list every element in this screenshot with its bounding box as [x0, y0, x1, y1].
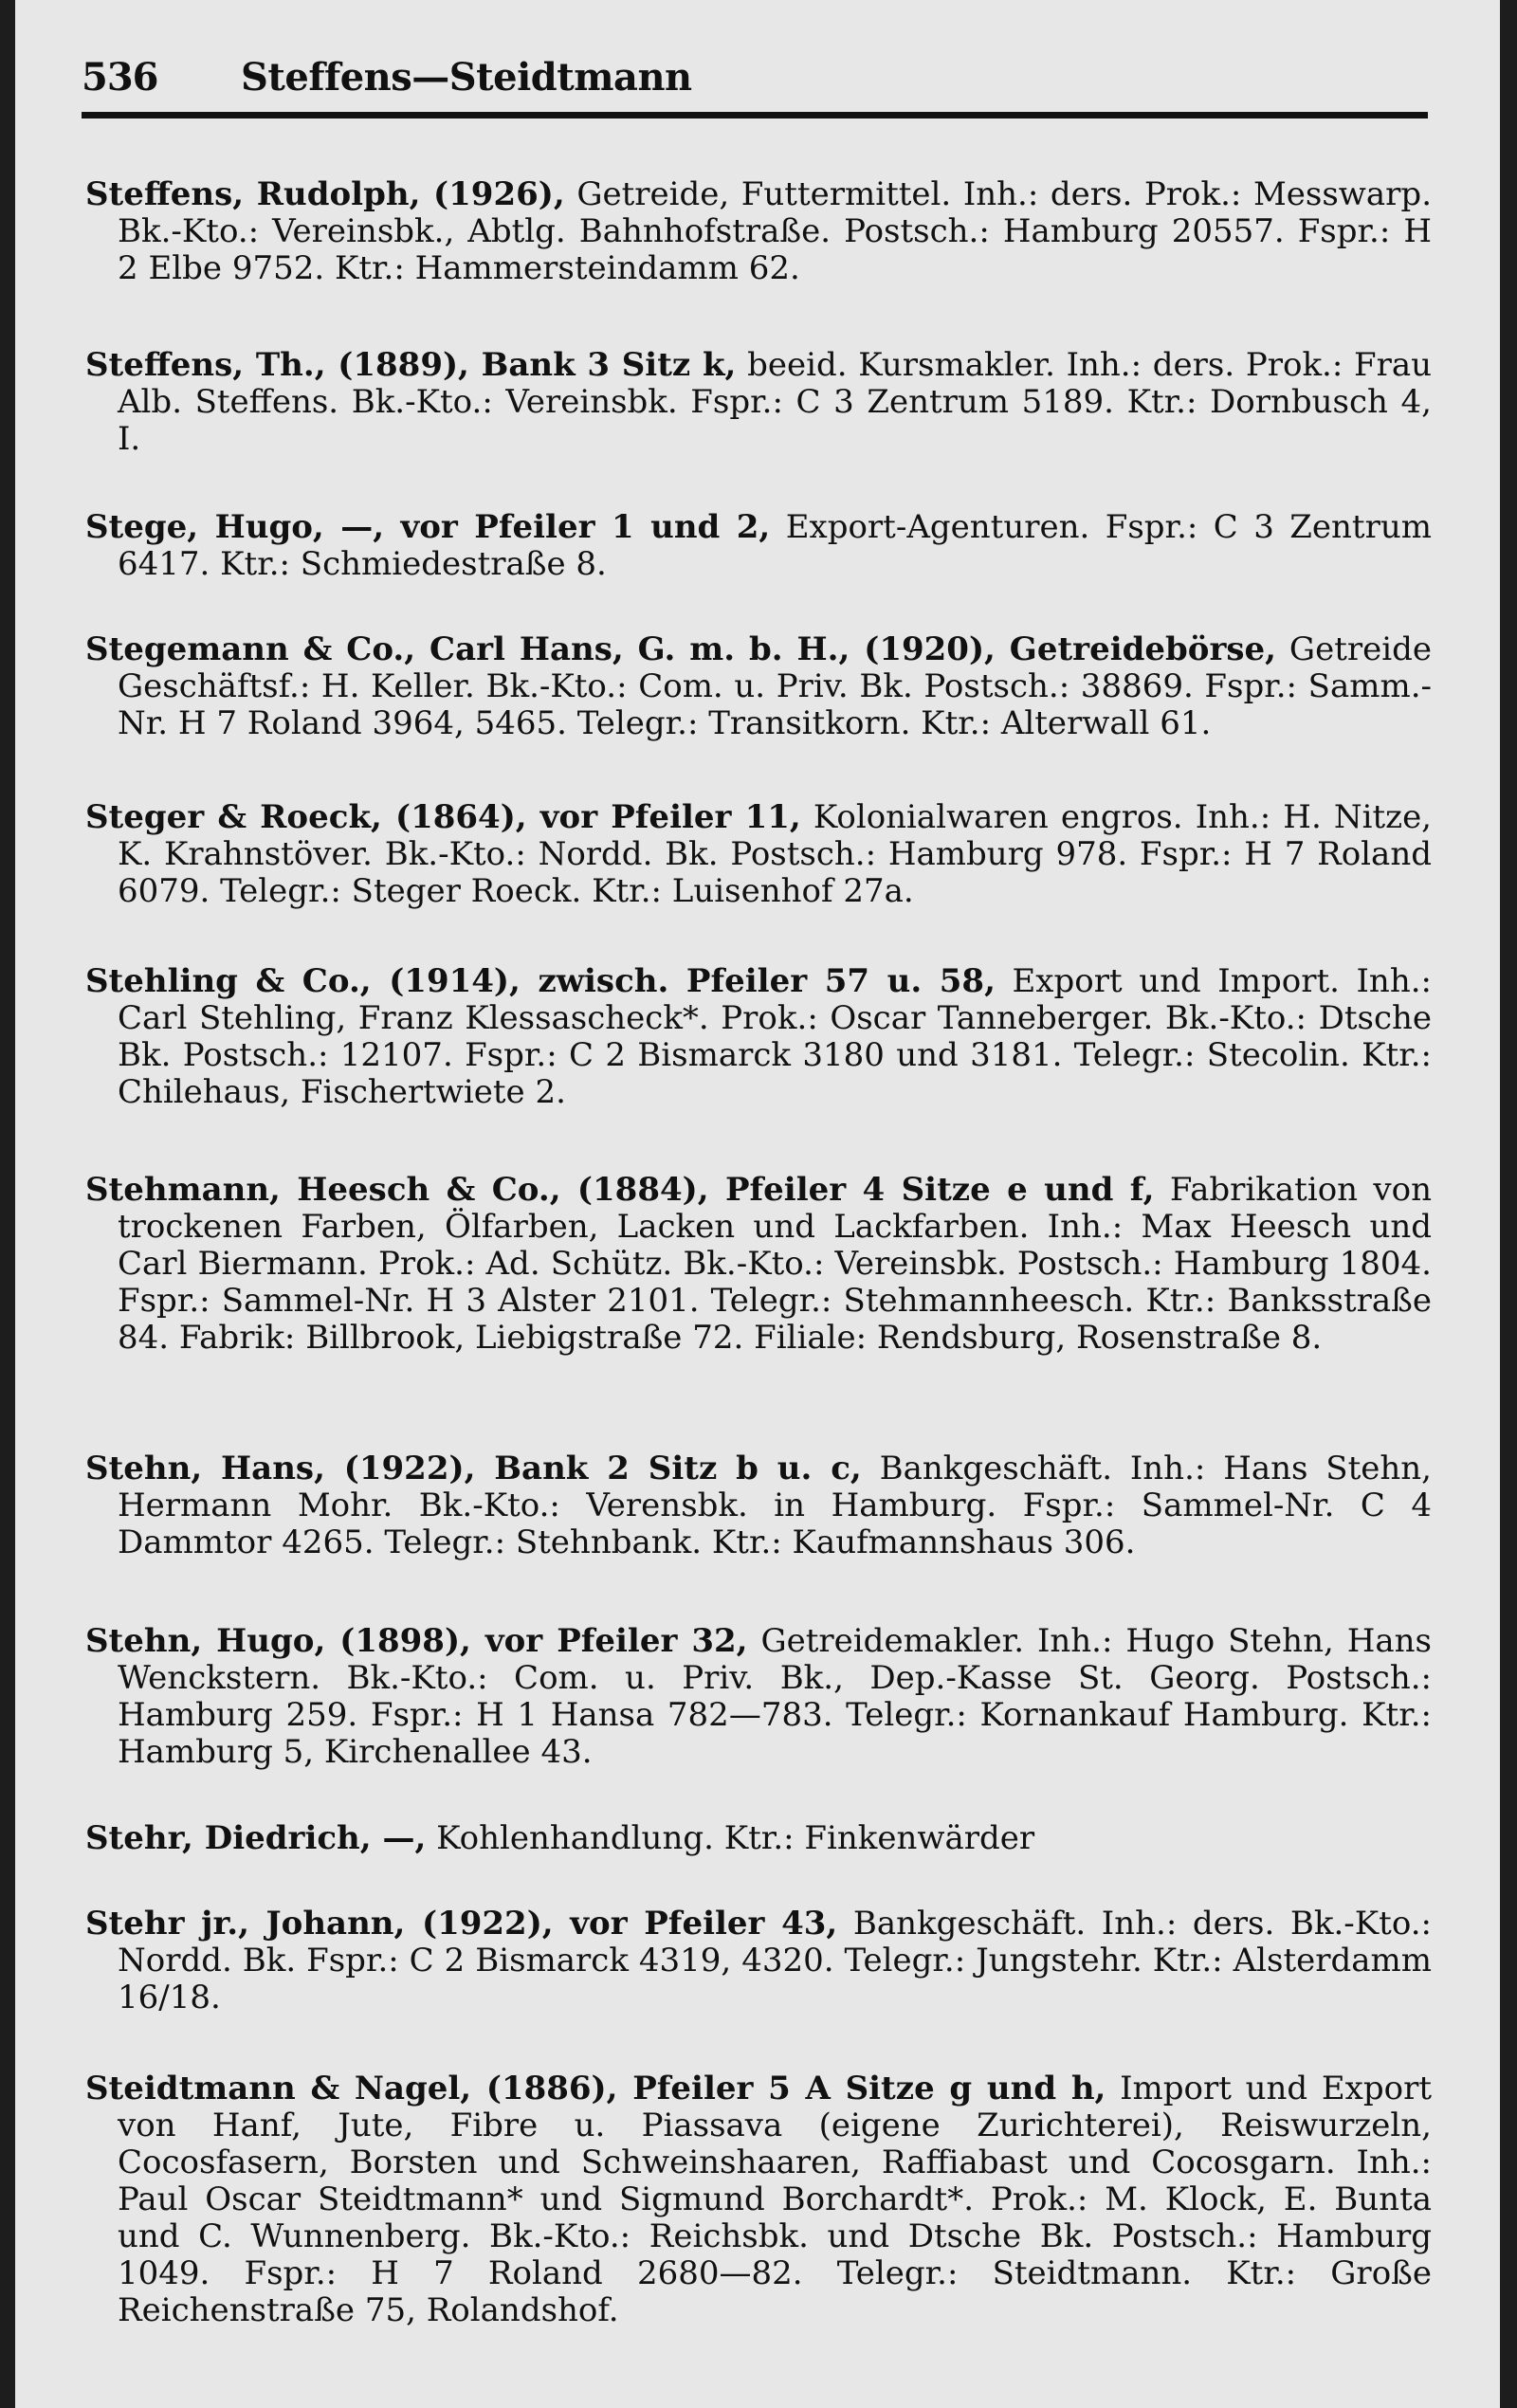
page-header: [82, 55, 1428, 102]
entry-stehn-hugo: [85, 1623, 1432, 1771]
entry-name: Stehling & Co., (1914), zwisch. Pfeiler 57 u. 58,: [85, 962, 996, 1000]
entry-text: Getreide Geschäftsf.: H. Keller. Bk.-Kto.: Com. u. Priv. Bk. Postsch.: 38869. Fspr.: Samm.-Nr. H 7 Roland 3964, 5465. Telegr.: Transitkorn. Ktr.: Alterwall 61.: [118, 630, 1432, 742]
entry-name: Steger & Roeck, (1864), vor Pfeiler 11,: [85, 798, 801, 836]
entry-steffens-rudolph: [85, 176, 1432, 287]
entry-text: Getreide, Futtermittel. Inh.: ders. Prok.: Messwarp. Bk.-Kto.: Vereinsbk., Abtlg. Bahnhofstraße. Postsch.: Hamburg 20557. Fspr.: H 2 Elbe 9752. Ktr.: Hammersteindamm 62.: [118, 175, 1432, 287]
running-head: Steffens—Steidtmann: [241, 55, 692, 100]
entry-name: Steffens, Rudolph, (1926),: [85, 175, 565, 213]
entry-name: Stehmann, Heesch & Co., (1884), Pfeiler 4 Sitze e und f,: [85, 1171, 1155, 1209]
entry-steidtmann-nagel: [85, 2071, 1432, 2329]
header-rule: [82, 112, 1428, 119]
entry-name: Stehn, Hans, (1922), Bank 2 Sitz b u. c,: [85, 1450, 862, 1487]
entry-stehr-johann: [85, 1906, 1432, 2016]
entry-name: Stege, Hugo, —, vor Pfeiler 1 und 2,: [85, 508, 771, 546]
entry-stehmann-heesch: [85, 1172, 1432, 1357]
entry-stehn-hans: [85, 1450, 1432, 1561]
entry-text: Kohlenhandlung. Ktr.: Finkenwärder: [436, 1819, 1035, 1857]
entry-steffens-th: [85, 347, 1432, 458]
entry-text: Import und Export von Hanf, Jute, Fibre u. Piassava (eigene Zurichterei), Reiswurzeln, Cocosfasern, Borsten und Schweinshaaren, Raffiabast und Cocosgarn. Inh.: Paul Oscar Steidtmann* und Sigmund Borchardt*. Prok.: M. Klock, E. Bunta und C. Wunnenberg. Bk.-Kto.: Reichsbk. und Dtsche Bk. Postsch.: Hamburg 1049. Fspr.: H 7 Roland 2680—82. Telegr.: Steidtmann. Ktr.: Große Reichenstraße 75, Rolandshof.: [118, 2070, 1432, 2329]
entry-text: Fabrikation von trockenen Farben, Ölfarben, Lacken und Lackfarben. Inh.: Max Heesch und Carl Biermann. Prok.: Ad. Schütz. Bk.-Kto.: Vereinsbk. Postsch.: Hamburg 1804. Fspr.: Sammel-Nr. H 3 Alster 2101. Telegr.: Stehmannheesch. Ktr.: Banksstraße 84. Fabrik: Billbrook, Liebigstraße 72. Filiale: Rendsburg, Rosenstraße 8.: [118, 1171, 1433, 1357]
entry-text: Bankgeschäft. Inh.: ders. Bk.-Kto.: Nordd. Bk. Fspr.: C 2 Bismarck 4319, 4320. Telegr.: Jungstehr. Ktr.: Alsterdamm 16/18.: [118, 1905, 1432, 2016]
entry-name: Stehr, Diedrich, —,: [85, 1819, 427, 1857]
entry-steger-roeck: [85, 799, 1432, 910]
entry-text: beeid. Kursmakler. Inh.: ders. Prok.: Frau Alb. Steffens. Bk.-Kto.: Vereinsbk. Fspr.: C 3 Zentrum 5189. Ktr.: Dornbusch 4, I.: [118, 346, 1433, 458]
entry-stehling: [85, 963, 1432, 1111]
entry-text: Export-Agenturen. Fspr.: C 3 Zentrum 6417. Ktr.: Schmiedestraße 8.: [118, 508, 1432, 583]
entry-stege-hugo: [85, 509, 1432, 583]
entry-stehr-diedrich: [85, 1820, 1432, 1857]
entry-text: Export und Import. Inh.: Carl Stehling, Franz Klessascheck*. Prok.: Oscar Tanneberger. Bk.-Kto.: Dtsche Bk. Postsch.: 12107. Fspr.: C 2 Bismarck 3180 und 3181. Telegr.: Stecolin. Ktr.: Chilehaus, Fischertwiete 2.: [118, 962, 1432, 1111]
entry-name: Steidtmann & Nagel, (1886), Pfeiler 5 A Sitze g und h,: [85, 2070, 1106, 2107]
entry-stegemann: [85, 631, 1432, 742]
entry-name: Steffens, Th., (1889), Bank 3 Sitz k,: [85, 346, 737, 384]
entry-text: Bankgeschäft. Inh.: Hans Stehn, Hermann Mohr. Bk.-Kto.: Verensbk. in Hamburg. Fspr.: Sammel-Nr. C 4 Dammtor 4265. Telegr.: Stehnbank. Ktr.: Kaufmannshaus 306.: [118, 1450, 1432, 1561]
entry-text: Getreidemakler. Inh.: Hugo Stehn, Hans Wenckstern. Bk.-Kto.: Com. u. Priv. Bk., Dep.-Kasse St. Georg. Postsch.: Hamburg 259. Fspr.: H 1 Hansa 782—783. Telegr.: Kornankauf Hamburg. Ktr.: Hamburg 5, Kirchenallee 43.: [118, 1622, 1432, 1771]
directory-page: [15, 0, 1500, 2408]
entry-name: Stehn, Hugo, (1898), vor Pfeiler 32,: [85, 1622, 748, 1660]
entry-name: Stehr jr., Johann, (1922), vor Pfeiler 43,: [85, 1905, 838, 1943]
page-number: 536: [82, 55, 158, 100]
entry-name: Stegemann & Co., Carl Hans, G. m. b. H., (1920), Getreidebörse,: [85, 630, 1277, 668]
entry-text: Kolonialwaren engros. Inh.: H. Nitze, K. Krahnstöver. Bk.-Kto.: Nordd. Bk. Postsch.: Hamburg 978. Fspr.: H 7 Roland 6079. Telegr.: Steger Roeck. Ktr.: Luisenhof 27a.: [118, 798, 1432, 910]
